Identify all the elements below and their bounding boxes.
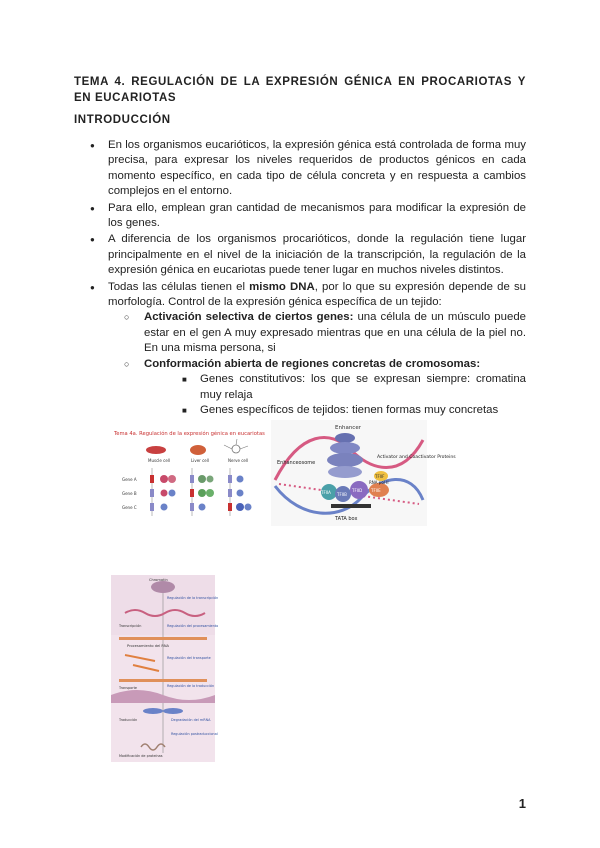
sub-bullet-1-bold: Activación selectiva de ciertos genes: bbox=[144, 311, 354, 324]
subsub-bullet-list bbox=[144, 372, 526, 418]
document-title: TEMA 4. REGULACIÓN DE LA EXPRESIÓN GÉNICA EN PROCARIOTAS Y EN EUCARIOTAS bbox=[74, 76, 526, 104]
bullet-item-3: ● A diferencia de los organismos procarióticos, donde la regulación tiene lugar principalmente en el nivel de la iniciación de la transcripción, la regulación de la expresión génica en eucariotas puede tener lugar en muchos niveles distintos. bbox=[90, 232, 526, 278]
subsub-bullet-1: ■ Genes constitutivos: los que se expresan siempre: cromatina muy relaja bbox=[144, 372, 526, 403]
bullet-list bbox=[90, 138, 526, 419]
fig2-tfe-label: TFIIE bbox=[371, 488, 381, 493]
liver-cell-icon bbox=[190, 445, 206, 455]
bullet-item-4 bbox=[90, 280, 526, 419]
sub-bullet-list bbox=[108, 310, 526, 418]
sub-bullet-1 bbox=[108, 310, 526, 356]
sub-bullet-2 bbox=[108, 357, 526, 419]
page-number: 1 bbox=[518, 796, 526, 811]
fig2-tfd-label: TFIID bbox=[352, 488, 363, 493]
fig1-col-liver: Liver cell bbox=[191, 458, 209, 463]
fig2-tfa-label: TFIIA bbox=[321, 490, 331, 495]
fig3-step-6: Transporte bbox=[119, 686, 137, 690]
bullet-4-text-pre: Todas las células tienen el bbox=[108, 280, 250, 293]
fig3-step-5: Regulación del transporte bbox=[167, 656, 211, 660]
fig1-row-b: Gene B bbox=[122, 491, 137, 496]
fig3-step-1: Regulación de la transcripción bbox=[167, 596, 219, 600]
bullet-4-bold: mismo DNA bbox=[249, 280, 315, 293]
fig2-factor-label: RNA pol II bbox=[369, 480, 389, 485]
fig1-col-muscle: Muscle cell bbox=[148, 458, 170, 463]
figure-gene-expression-cells bbox=[106, 424, 268, 536]
fig2-enhancer-label: Enhancer bbox=[335, 425, 361, 431]
fig3-step-9: Degradación del mRNA bbox=[171, 718, 211, 722]
fig2-tff-label: TFIIF bbox=[375, 474, 385, 479]
figure-regulation-levels bbox=[111, 575, 219, 762]
bullet-4-text-post: , por lo que su expresión depende de su morfología. Control de la expresión génica específica de un tejido: bbox=[108, 280, 527, 309]
sub-bullet-2-bold: Conformación abierta de regiones concretas de cromosomas: bbox=[144, 357, 481, 370]
fig3-step-10: Regulación postraduccional bbox=[171, 732, 218, 736]
section-heading: INTRODUCCIÓN bbox=[74, 114, 171, 126]
fig2-tfb-label: TFIIB bbox=[337, 492, 347, 497]
sub-bullet-1-text: una célula de un músculo puede estar en el gen A muy expresado mientras que en una célula de la piel no. En una misma persona, si bbox=[144, 311, 526, 355]
fig3-step-2: Transcripción bbox=[119, 624, 142, 628]
subsub-bullet-2: ■ Genes específicos de tejidos: tienen formas muy concretas bbox=[144, 403, 526, 418]
bullet-item-1: ● En los organismos eucarióticos, la expresión génica está controlada de forma muy precisa, para expresar los niveles requeridos de productos génicos en cada momento específico, en cada tipo de célula concreta y en respuesta a cambios complejos en el entorno. bbox=[90, 138, 526, 200]
fig3-step-3: Regulación del procesamiento bbox=[167, 624, 219, 628]
fig1-row-a: Gene A bbox=[122, 477, 137, 482]
fig3-top-label: Chromatin bbox=[149, 578, 168, 582]
fig2-side-label: Enhanceosome bbox=[277, 460, 316, 466]
bullet-item-2: ● Para ello, emplean gran cantidad de mecanismos para modificar la expresión de los genes. bbox=[90, 201, 526, 232]
fig1-col-nerve: Nerve cell bbox=[228, 458, 249, 463]
nerve-cell-icon bbox=[232, 445, 240, 453]
fig1-title: Tema 4a. Regulación de la expresión génica en eucariotas bbox=[114, 431, 265, 437]
figure-transcription-complex bbox=[271, 420, 456, 526]
fig3-step-7: Regulación de la traducción bbox=[167, 684, 215, 688]
fig3-step-4: Procesamiento del RNA bbox=[127, 644, 169, 648]
fig3-step-8: Traducción bbox=[119, 718, 138, 722]
fig2-activator-label: Activator and Coactivator Proteins bbox=[377, 455, 456, 460]
fig3-step-11: Modificación de proteínas bbox=[119, 754, 163, 758]
muscle-cell-icon bbox=[146, 446, 166, 454]
fig1-row-c: Gene C bbox=[122, 505, 137, 510]
fig2-tata-label: TATA box bbox=[335, 516, 358, 522]
